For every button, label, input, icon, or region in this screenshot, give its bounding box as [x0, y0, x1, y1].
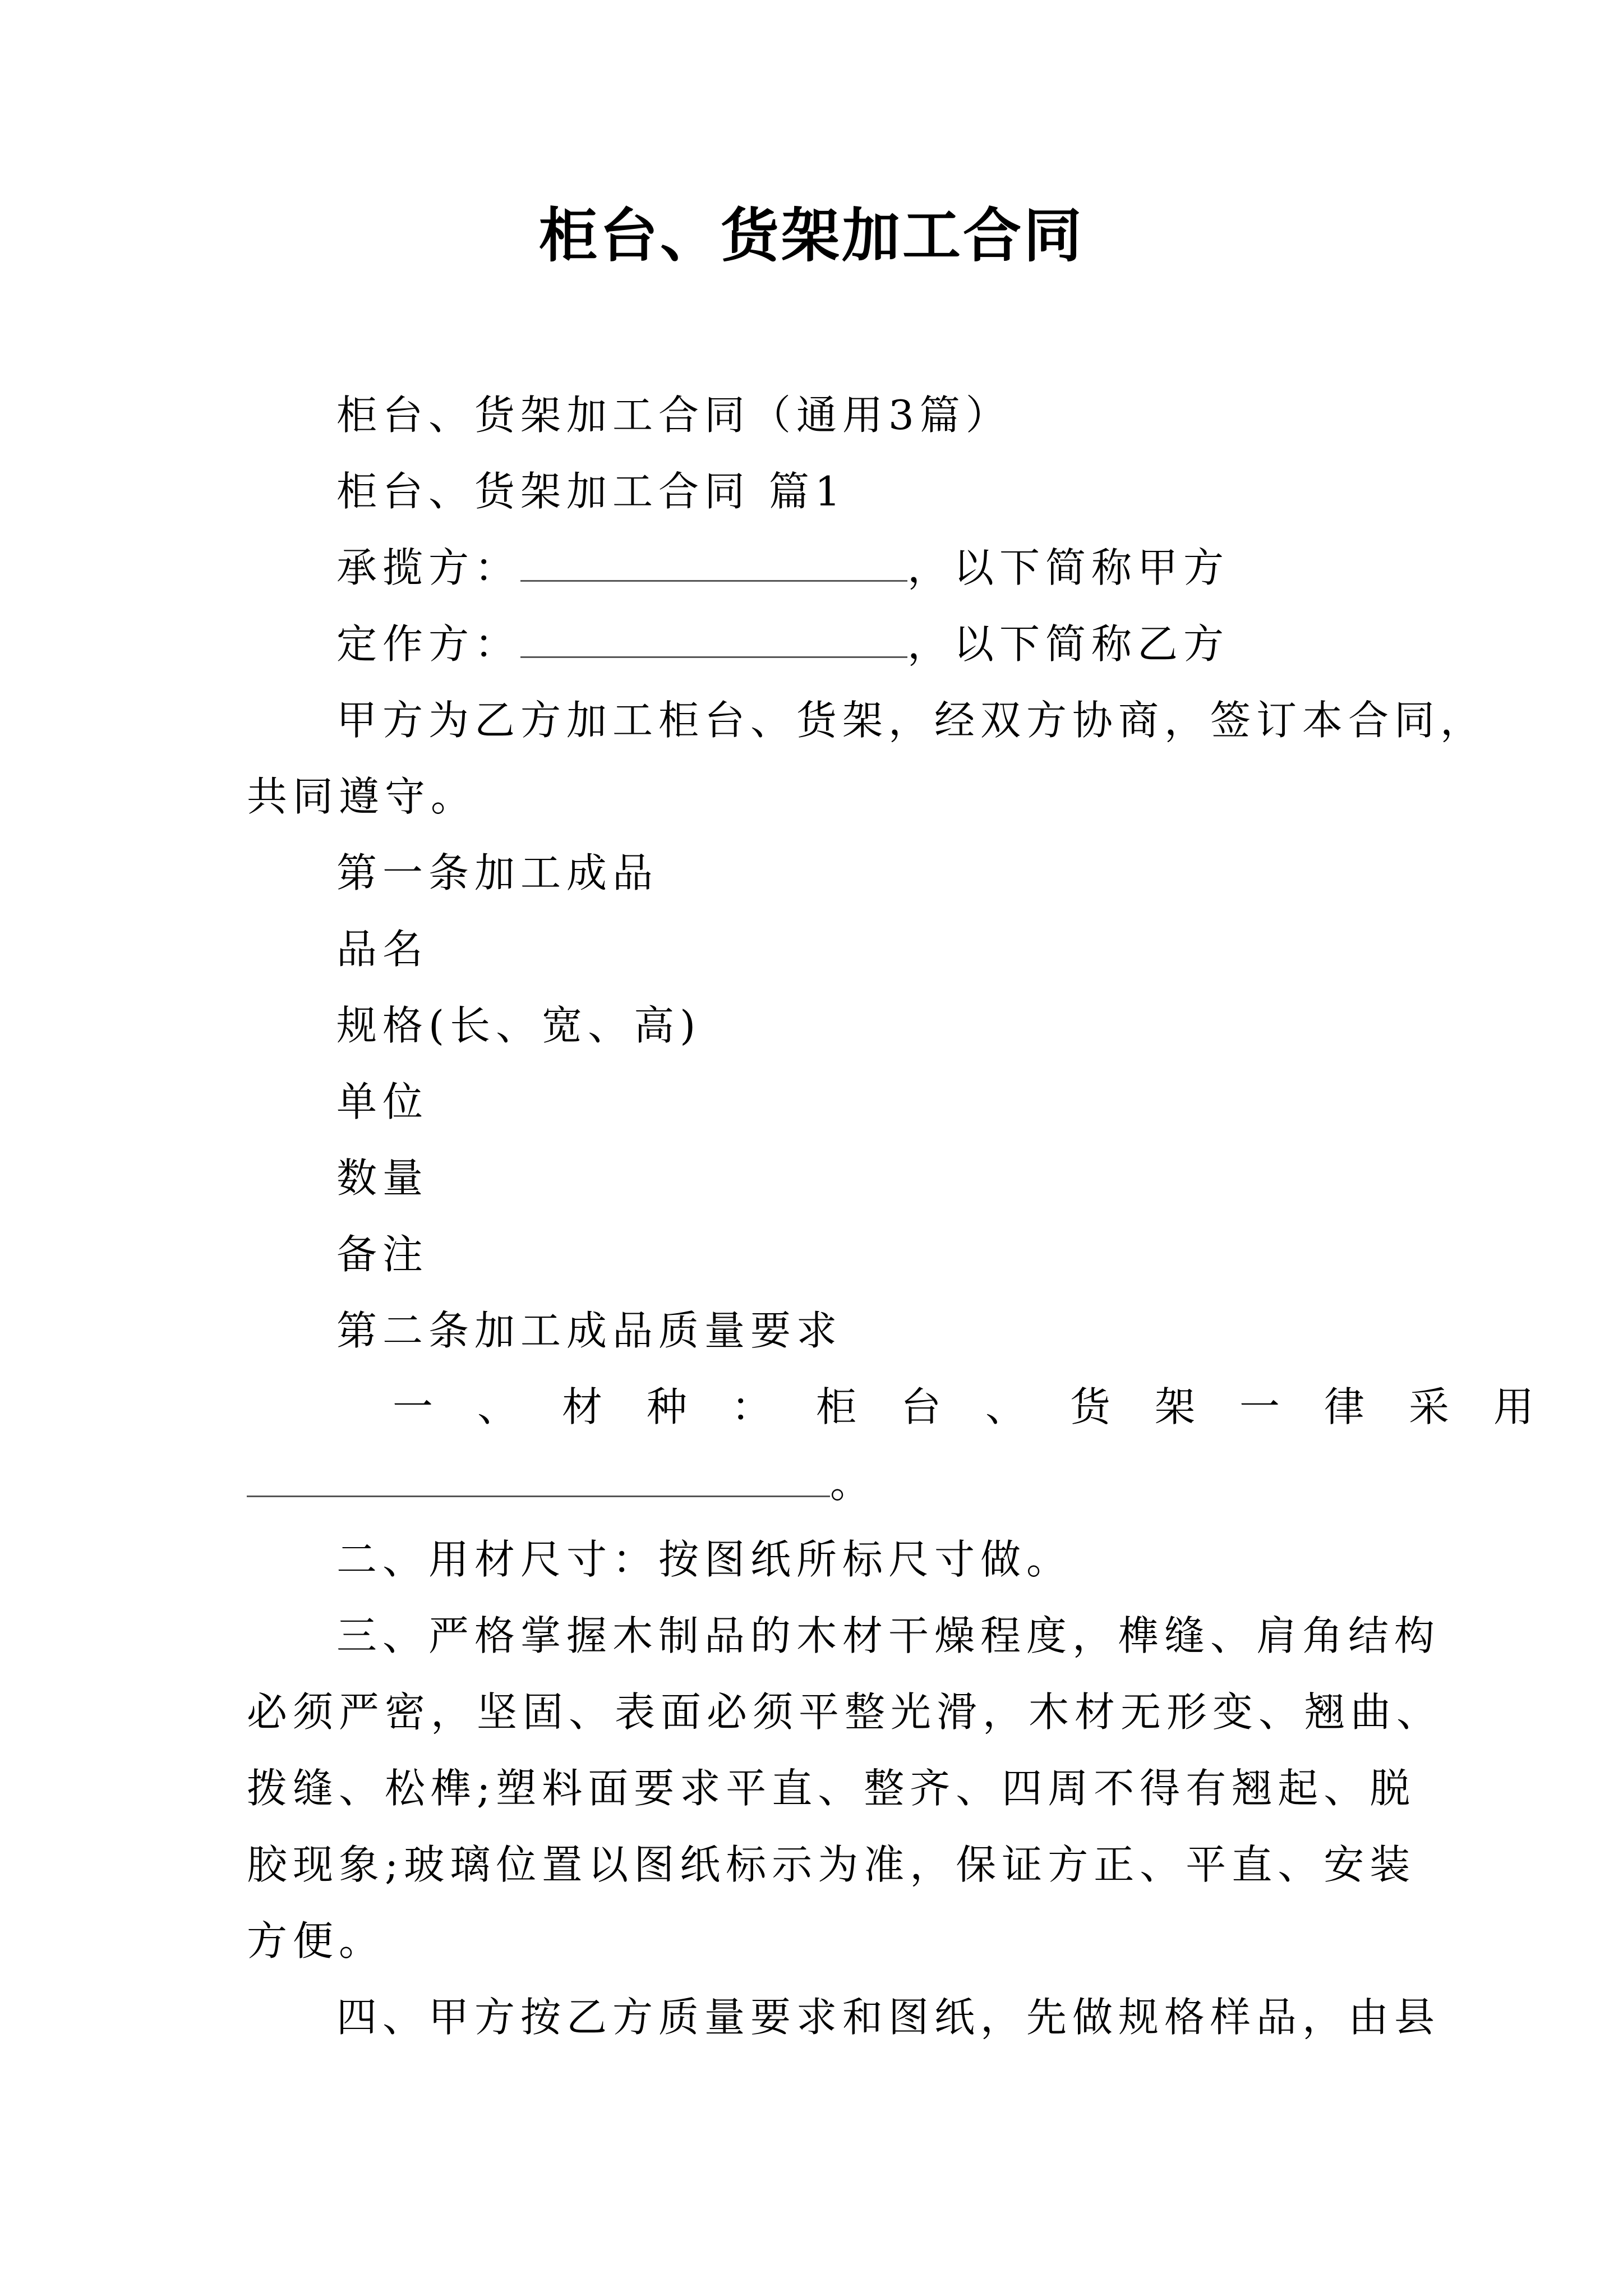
party-b-line [336, 616, 1229, 672]
item1-blank [247, 1456, 830, 1497]
field-name: 品名 [336, 926, 429, 973]
article1-heading: 第一条加工成品 [336, 849, 659, 896]
field-quantity: 数量 [336, 1154, 429, 1202]
intro-line-2: 共同遵守。 [247, 773, 477, 820]
part-heading: 柜台、货架加工合同 篇1 [336, 468, 846, 515]
item4-line-1: 四、甲方按乙方质量要求和图纸，先做规格样品，由县 [336, 1994, 1441, 2041]
article2-heading: 第二条加工成品质量要求 [336, 1307, 843, 1354]
field-remark: 备注 [336, 1231, 429, 1278]
item1-end: 。 [830, 1460, 877, 1507]
item2: 二、用材尺寸：按图纸所标尺寸做。 [336, 1536, 1073, 1583]
field-spec: 规格(长、宽、高) [336, 1002, 702, 1049]
party-b-suffix: ，以下简称乙方 [907, 620, 1230, 668]
item3-line-2: 必须严密，坚固、表面必须平整光滑，木材无形变、翘曲、 [247, 1688, 1443, 1736]
party-a-line [336, 540, 1229, 596]
document-title: 柜台、货架加工合同 [538, 201, 1084, 270]
party-b-blank [520, 617, 907, 658]
item1-blank-line [247, 1455, 876, 1511]
item3-line-5: 方便。 [247, 1917, 385, 1964]
party-a-blank [520, 541, 907, 582]
item3-line-4: 胶现象;玻璃位置以图纸标示为准，保证方正、平直、安装 [247, 1841, 1416, 1888]
document-subtitle: 柜台、货架加工合同（通用3篇） [336, 392, 1012, 439]
item3-line-1: 三、严格掌握木制品的木材干燥程度，榫缝、肩角结构 [336, 1612, 1441, 1659]
party-b-label: 定作方： [336, 620, 521, 668]
intro-line-1: 甲方为乙方加工柜台、货架，经双方协商，签订本合同， [336, 697, 1487, 744]
party-a-label: 承揽方： [336, 544, 521, 591]
field-unit: 单位 [336, 1078, 429, 1125]
item3-line-3: 拨缝、松榫;塑料面要求平直、整齐、四周不得有翘起、脱 [247, 1765, 1416, 1812]
item1-text: 一、材种：柜台、货架一律采用 [393, 1383, 1579, 1430]
party-a-suffix: ，以下简称甲方 [907, 544, 1230, 591]
